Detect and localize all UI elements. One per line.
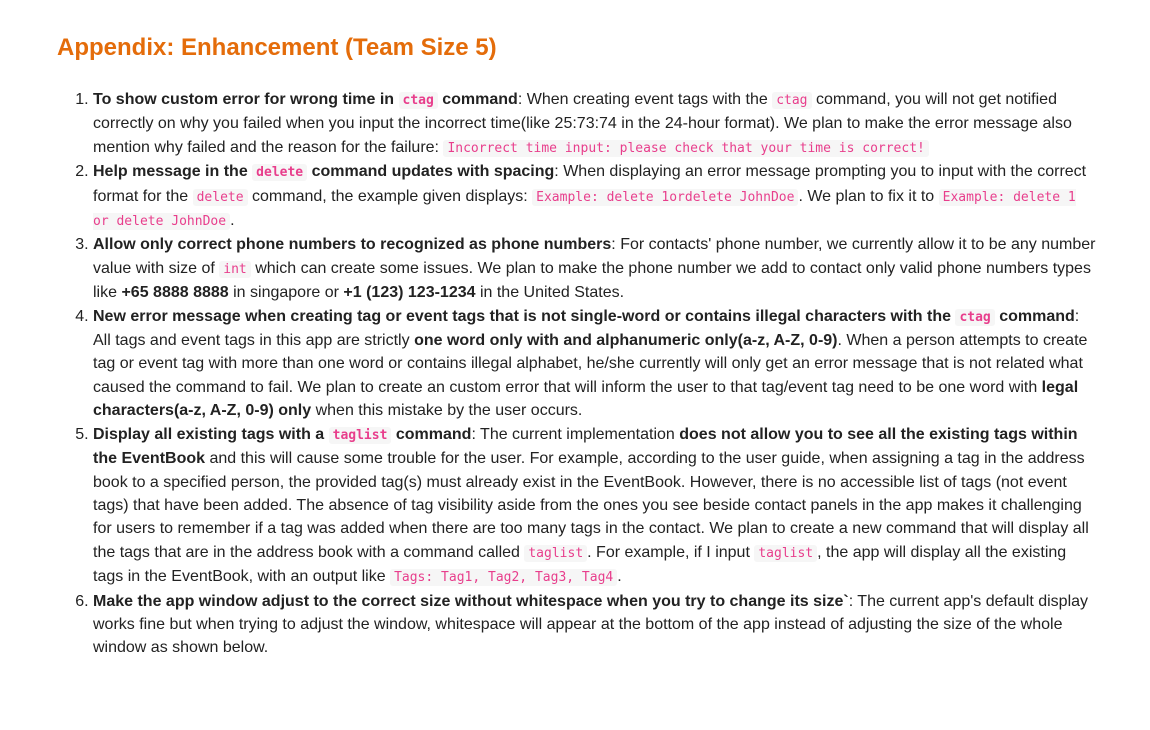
inline-code: taglist — [754, 545, 817, 562]
item-text: command, the example given displays: — [247, 187, 533, 205]
item-text: . — [617, 568, 622, 586]
list-item — [93, 305, 1098, 423]
inline-code: ctag — [772, 92, 811, 109]
item-title — [93, 426, 471, 443]
item-title: Make the app window adjust to the correct size without whitespace when you try to change its size` — [93, 592, 849, 610]
item-text: : For contacts' phone number, we currently allow it to be any number value with size of — [93, 236, 1096, 277]
inline-code: Incorrect time input: please check that your time is correct! — [443, 140, 928, 157]
item-title-text: Help message in the — [93, 163, 253, 181]
item-title-text: New error message when creating tag or event tags that is not single-word or contains illegal characters with the — [93, 307, 956, 325]
inline-code: ctag — [955, 309, 994, 326]
bold-text: legal characters(a-z, A-Z, 0-9) only — [93, 378, 1079, 420]
inline-code: Example: delete 1 or delete JohnDoe — [93, 189, 1076, 230]
item-title-text: To show custom error for wrong time in — [93, 91, 399, 108]
inline-code: taglist — [329, 427, 392, 444]
inline-code: delete — [252, 164, 307, 181]
list-item — [93, 88, 1098, 160]
item-title — [93, 308, 1075, 325]
item-text: . When a person attempts to create tag or event tag with more than one word or contains illegal alphabet, he/she currently will only get an error message that is not related what caused the command to fail. We plan to create an custom error that will inform the user to that tag/event tag need to be one word with — [93, 332, 1088, 396]
item-text: : When displaying an error message prompting you to input with the correct format for the — [93, 163, 1087, 205]
bold-text: +65 8888 8888 — [121, 284, 229, 302]
inline-code: Example: delete 1ordelete JohnDoe — [532, 189, 798, 206]
list-item — [93, 423, 1098, 590]
item-text: in singapore or — [228, 284, 344, 302]
item-title-text: command — [994, 307, 1075, 325]
item-title — [93, 163, 554, 180]
list-item — [93, 233, 1098, 304]
item-text: . — [230, 212, 235, 230]
bold-text: one word only with and alphanumeric only(a-z, A-Z, 0-9) — [414, 332, 838, 350]
item-title-text: command — [437, 91, 518, 108]
item-text: and this will cause some trouble for the user. For example, according to the user guide, when assigning a tag in the address book to a specified person, the provided tag(s) must already exist in the EventBook. However, there is no accessible list of tags (not event tags) that have been added. The absence of tag visibility aside from the ones you see beside contact panels in the app makes it challenging for users to remember if a tag was added when there are too many tags in the contact. We plan to create a new command that will display all the tags that are in the address book with a command called — [93, 450, 1089, 561]
item-text: : The current app's default display works fine but when trying to adjust the window, whitespace will appear at the bottom of the app instead of adjusting the size of the whole window as shown below. — [93, 592, 1089, 657]
list-item — [93, 590, 1098, 660]
item-title — [93, 91, 518, 108]
item-text: which can create some issues. We plan to make the phone number we add to contact only valid phone numbers types like — [93, 259, 1091, 302]
item-text: : All tags and event tags in this app are strictly — [93, 307, 1080, 350]
inline-code: taglist — [524, 545, 587, 562]
item-text: , the app will display all the existing tags in the EventBook, with an output like — [93, 543, 1067, 586]
item-title-text: command — [391, 425, 472, 443]
item-title-text: Display all existing tags with a — [93, 425, 329, 443]
item-text: . We plan to fix it to — [798, 187, 939, 205]
item-text: : The current implementation — [471, 425, 680, 443]
bold-text: does not allow you to see all the existing tags within the EventBook — [93, 425, 1078, 468]
item-text: . For example, if I input — [587, 543, 755, 561]
inline-code: delete — [193, 189, 248, 206]
list-item — [93, 160, 1098, 233]
enhancement-list — [57, 88, 1098, 660]
inline-code: Tags: Tag1, Tag2, Tag3, Tag4 — [390, 569, 617, 586]
item-text: command, you will not get notified correctly on why you failed when you input the incorrect time(like 25:73:74 in the 24-hour format). We plan to make the error message also mention why failed and the reason for the failure: — [93, 91, 1072, 156]
item-text: when this mistake by the user occurs. — [311, 402, 583, 420]
inline-code: int — [219, 261, 250, 278]
item-title: Allow only correct phone numbers to recognized as phone numbers — [93, 236, 612, 254]
item-text: in the United States. — [475, 284, 625, 302]
inline-code: ctag — [399, 92, 438, 109]
bold-text: +1 (123) 123-1234 — [343, 284, 476, 302]
item-text: : When creating event tags with the — [517, 91, 773, 108]
page-title: Appendix: Enhancement (Team Size 5) — [57, 34, 497, 61]
item-title-text: command updates with spacing — [307, 163, 555, 181]
